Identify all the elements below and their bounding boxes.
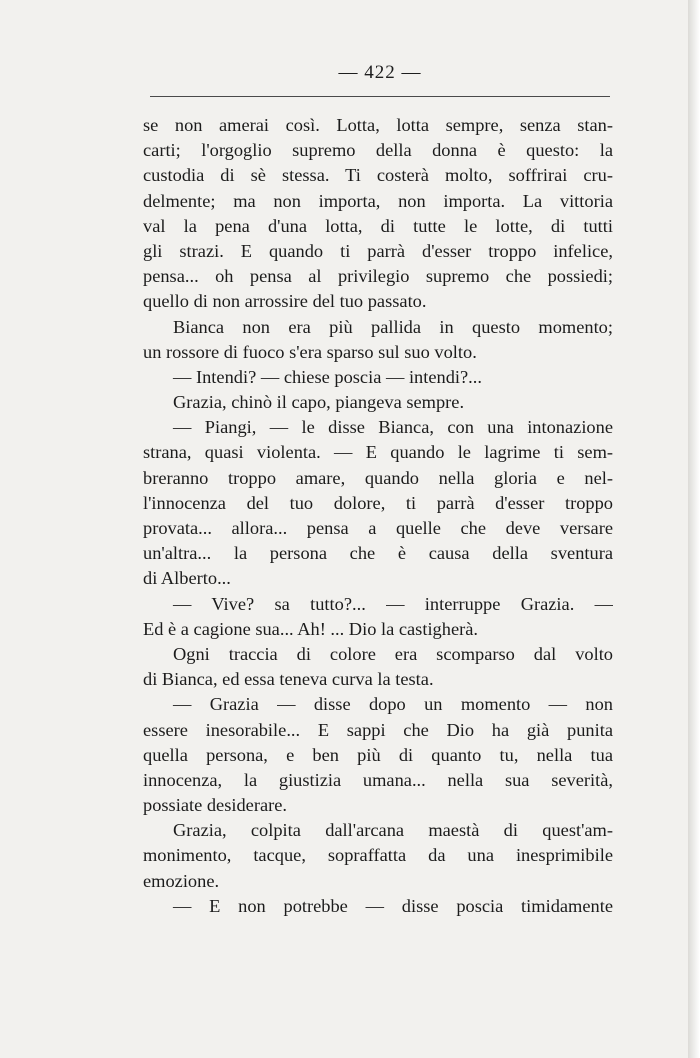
text-line: monimento, tacque, sopraffatta da una inesprimibile [143, 845, 613, 866]
text-line: di Alberto... [143, 568, 231, 589]
text-line: Grazia, chinò il capo, piangeva sempre. [173, 392, 465, 413]
text-line: un rossore di fuoco s'era sparso sul suo volto. [143, 341, 477, 362]
text-line: l'innocenza del tuo dolore, ti parrà d'esser troppo [143, 492, 613, 513]
text-line: Ed è a cagione sua... Ah! ... Dio la castigherà. [143, 618, 478, 639]
text-line: se non amerai così. Lotta, lotta sempre, senza stan- [143, 115, 613, 135]
text-line: innocenza, la giustizia umana... nella sua severità, [143, 769, 613, 790]
page-number: — 422 — [338, 62, 422, 83]
text-line: di Bianca, ed essa teneva curva la testa. [143, 669, 434, 690]
text-line: Bianca non era più pallida in questo momento; [173, 316, 613, 337]
text-line: custodia di sè stessa. Ti costerà molto, soffrirai cru- [143, 165, 613, 186]
body-text [143, 113, 613, 919]
text-line: pensa... oh pensa al privilegio supremo che possiedi; [143, 266, 613, 287]
text-line: Grazia, colpita dall'arcana maestà di quest'am- [173, 820, 613, 841]
text-line: emozione. [143, 870, 220, 891]
text-line: possiate desiderare. [143, 795, 288, 816]
text-line: Ogni traccia di colore era scomparso dal volto [173, 643, 613, 664]
text-line: quella persona, e ben più di quanto tu, nella tua [143, 744, 613, 765]
text-line: delmente; ma non importa, non importa. La vittoria [143, 190, 613, 211]
text-line: — Grazia — disse dopo un momento — non [173, 694, 613, 715]
text-line: strana, quasi violenta. — E quando le lagrime ti sem- [143, 442, 613, 463]
text-line: essere inesorabile... E sappi che Dio ha già punita [143, 719, 613, 740]
text-line: carti; l'orgoglio supremo della donna è questo: la [143, 140, 613, 161]
text-line: un'altra... la persona che è causa della sventura [143, 543, 613, 564]
text-line: provata... allora... pensa a quelle che deve versare [143, 518, 613, 538]
text-line: gli strazi. E quando ti parrà d'esser troppo infelice, [143, 240, 613, 261]
text-line: — Piangi, — le disse Bianca, con una intonazione [173, 417, 613, 438]
text-line: — Vive? sa tutto?... — interruppe Grazia. — [173, 593, 613, 614]
text-line: quello di non arrossire del tuo passato. [143, 291, 427, 312]
text-line: val la pena d'una lotta, di tutte le lotte, di tutti [143, 215, 613, 236]
text-line: — E non potrebbe — disse poscia timidamente [173, 895, 613, 916]
header-rule [150, 96, 610, 97]
text-line: — Intendi? — chiese poscia — intendi?... [173, 366, 482, 387]
page-edge-shadow [688, 0, 700, 1058]
text-line: breranno troppo amare, quando nella gloria e nel- [143, 467, 613, 488]
